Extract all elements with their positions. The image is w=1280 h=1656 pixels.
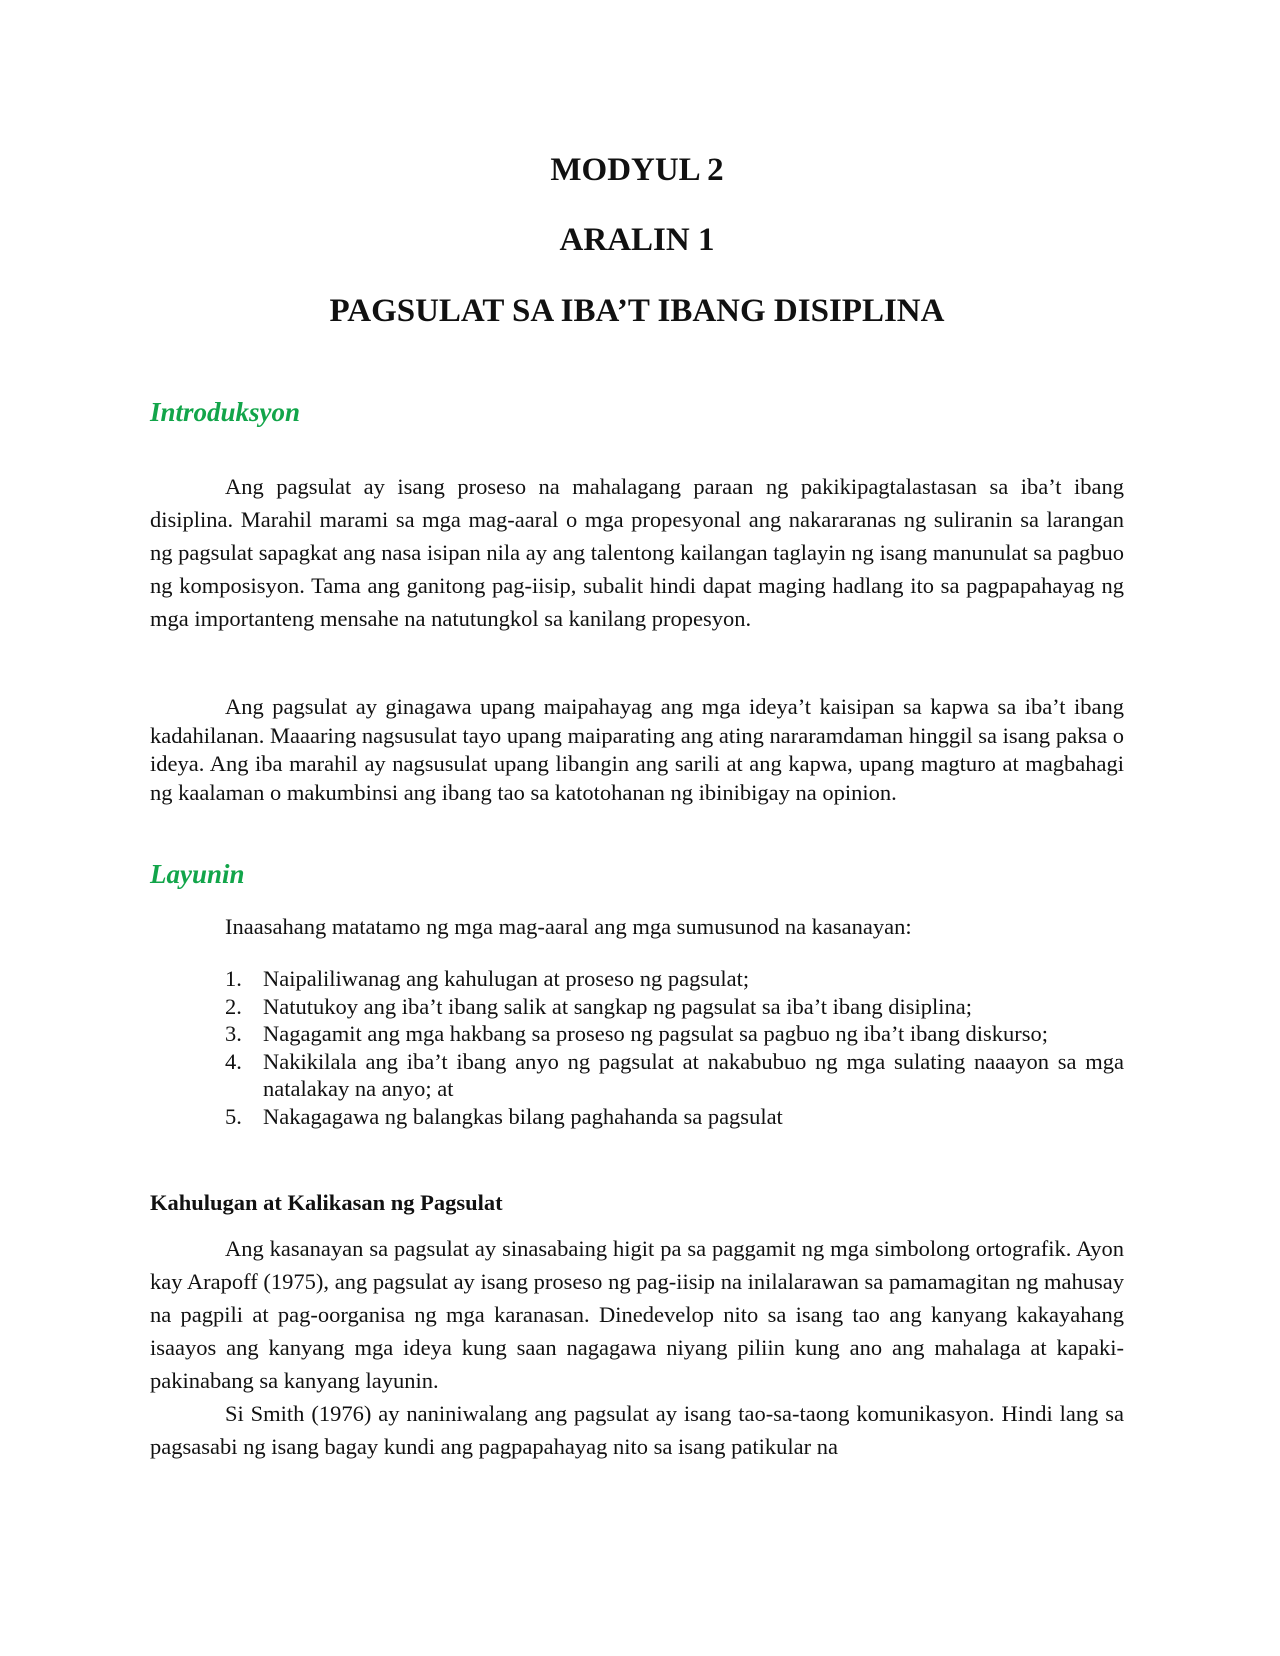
objective-text: Natutukoy ang iba’t ibang salik at sangkap ng pagsulat sa iba’t ibang disiplina;: [263, 993, 973, 1019]
kahulugan-paragraph-1-block: [150, 1232, 1124, 1397]
layunin-heading: Layunin: [150, 859, 245, 889]
objective-text: Nakagagawa ng balangkas bilang paghahanda sa pagsulat: [263, 1103, 783, 1129]
objectives-list-block: [150, 965, 1124, 1130]
introduksyon-paragraph-1-block: [150, 470, 1124, 635]
lesson-title: ARALIN 1: [559, 222, 715, 258]
kahulugan-paragraph-2-block: [150, 1397, 1124, 1463]
introduksyon-paragraph-2: Ang pagsulat ay ginagawa upang maipahayag ang mga ideya’t kaisipan sa kapwa sa iba’t ibang kadahilanan. Maaaring nagsusulat tayo upang maiparating ang ating nararamdaman hinggil sa isang paksa o ideya. Ang iba marahil ay nagsusulat upang libangin ang sarili at ang kapwa, upang magturo at magbahagi ng kaalaman o makumbinsi ang ibang tao sa katotohanan ng ibinibigay na opinion.: [150, 694, 1124, 805]
kahulugan-paragraph-2: Si Smith (1976) ay naniniwalang ang pagsulat ay isang tao-sa-taong komunikasyon. Hindi lang sa pagsasabi ng isang bagay kundi ang pagpapahayag nito sa isang patikular na: [150, 1401, 1124, 1459]
objective-item-4: [150, 1048, 1124, 1103]
kahulugan-paragraph-1: Ang kasanayan sa pagsulat ay sinasabaing higit pa sa paggamit ng mga simbolong ortografik. Ayon kay Arapoff (1975), ang pagsulat ay isang proseso ng pag-iisip na inilalarawan sa pamamagitan ng mahusay na pagpili at pag-oorganisa ng mga karanasan. Dinedevelop nito sa isang tao ang kanyang kakayahang isaayos ang kanyang mga ideya kung saan nagagawa niyang piliin kung ano ang mahalaga at kapaki-pakinabang sa kanyang layunin.: [150, 1236, 1124, 1393]
document-page: [150, 0, 1124, 1656]
objective-number: 2.: [225, 993, 242, 1019]
objective-number: 1.: [225, 966, 242, 991]
objective-item-1: [150, 965, 1124, 993]
objectives-list: [150, 965, 1124, 1130]
layunin-section: [150, 858, 1124, 890]
objective-text: Naipaliliwanag ang kahulugan at proseso ng pagsulat;: [263, 966, 750, 991]
module-title: MODYUL 2: [550, 152, 724, 188]
objective-item-2: [150, 993, 1124, 1021]
kahulugan-heading: Kahulugan at Kalikasan ng Pagsulat: [150, 1190, 503, 1215]
objective-number: 4.: [225, 1048, 242, 1074]
layunin-intro: Inaasahang matatamo ng mga mag-aaral ang mga sumusunod na kasanayan:: [225, 914, 912, 939]
introduksyon-section: [150, 396, 1124, 428]
objective-item-3: [150, 1020, 1124, 1048]
objective-item-5: [150, 1103, 1124, 1131]
introduksyon-heading: Introduksyon: [150, 397, 301, 427]
kahulugan-section: [150, 1189, 1124, 1217]
objective-number: 5.: [225, 1103, 242, 1129]
objective-number: 3.: [225, 1021, 242, 1046]
introduksyon-paragraph-1: Ang pagsulat ay isang proseso na mahalagang paraan ng pakikipagtalastasan sa iba’t ibang disiplina. Marahil marami sa mga mag-aaral o mga propesyonal ang nakararanas ng suliranin sa larangan ng pagsulat sapagkat ang nasa isipan nila ay ang talentong kailangan taglayin ng isang manunulat sa pagbuo ng komposisyon. Tama ang ganitong pag-iisip, subalit hindi dapat maging hadlang ito sa pagpapahayag ng mga importanteng mensahe na natutungkol sa kanilang propesyon.: [150, 474, 1124, 631]
objective-text: Nagagamit ang mga hakbang sa proseso ng pagsulat sa pagbuo ng iba’t ibang diskurso;: [263, 1021, 1049, 1046]
introduksyon-paragraph-2-block: [150, 693, 1124, 807]
layunin-intro-block: [150, 913, 1124, 941]
objective-text: Nakikilala ang iba’t ibang anyo ng pagsulat at nakabubuo ng mga sulating naaayon sa mga natalakay na anyo; at: [263, 1048, 1124, 1101]
document-title: PAGSULAT SA IBA’T IBANG DISIPLINA: [329, 293, 945, 329]
